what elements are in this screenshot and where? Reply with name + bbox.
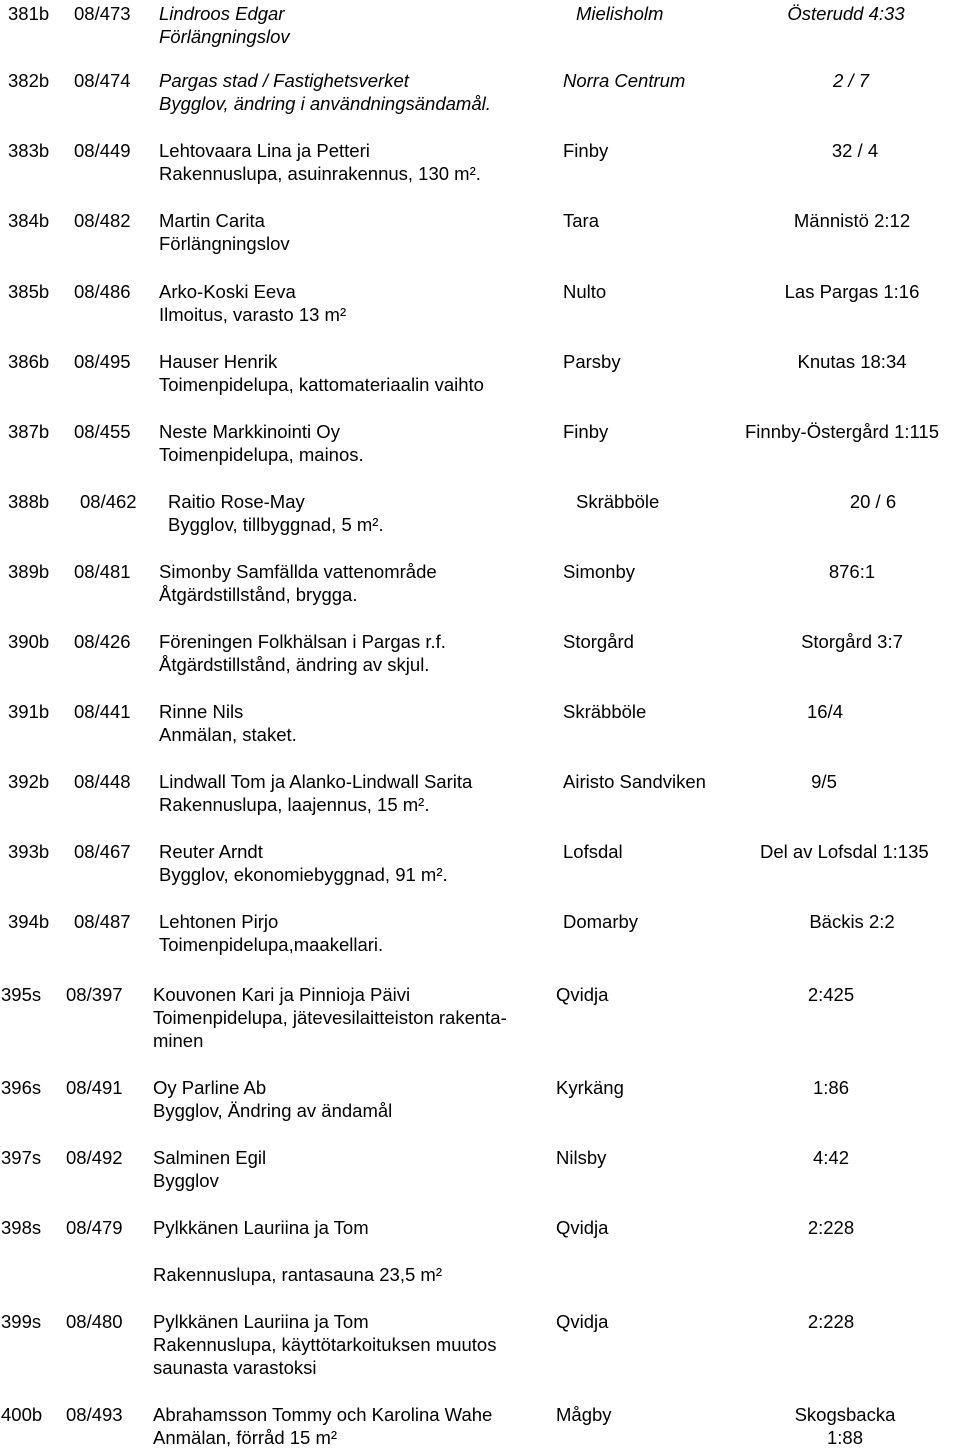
diary-number: 08/480 [66, 1311, 123, 1332]
property: 4:42 [812, 1147, 849, 1168]
diary-number: 08/493 [66, 1404, 123, 1425]
description: Förlängningslov [159, 26, 290, 47]
diary-number: 08/487 [74, 911, 131, 932]
entry-388b [0, 490, 960, 550]
entry-number: 391b [8, 701, 50, 722]
entry-number: 389b [8, 561, 50, 582]
applicant: Salminen Egil [153, 1147, 267, 1168]
property: 9/5 [811, 771, 837, 792]
entry-400b [0, 1403, 960, 1449]
village: Skräbböle [563, 701, 647, 722]
diary-number: 08/479 [66, 1217, 123, 1238]
property: 2:425 [807, 984, 855, 1005]
village: Kyrkäng [556, 1077, 624, 1098]
entry-385b [0, 280, 960, 340]
entry-number: 398s [1, 1217, 42, 1238]
entry-number: 392b [8, 771, 50, 792]
description: Förlängningslov [159, 233, 290, 254]
description: Bygglov, ekonomiebyggnad, 91 m². [159, 864, 448, 885]
description: Bygglov, ändring i användningsändamål. [159, 93, 491, 114]
village: Qvidja [556, 984, 609, 1005]
applicant: Föreningen Folkhälsan i Pargas r.f. [159, 631, 446, 652]
description: Toimenpidelupa, jätevesilaitteiston rakenta- [153, 1007, 507, 1028]
entry-number: 385b [8, 281, 50, 302]
village: Mågby [556, 1404, 612, 1425]
diary-number: 08/474 [74, 70, 131, 91]
entry-396s [0, 1076, 960, 1136]
entry-395s [0, 983, 960, 1063]
description: Toimenpidelupa, mainos. [159, 444, 364, 465]
entry-391b [0, 700, 960, 760]
diary-number: 08/482 [74, 210, 131, 231]
description: Bygglov, Ändring av ändamål [153, 1100, 393, 1121]
property: Männistö 2:12 [793, 210, 911, 231]
entry-389b [0, 560, 960, 620]
diary-number: 08/449 [74, 140, 131, 161]
entry-number: 393b [8, 841, 50, 862]
description-line-2: saunasta varastoksi [153, 1357, 317, 1378]
entry-number: 381b [8, 3, 50, 24]
village: Simonby [563, 561, 635, 582]
property: 20 / 6 [849, 491, 897, 512]
entry-number: 399s [1, 1311, 42, 1332]
entry-381b [0, 2, 960, 62]
entry-387b [0, 420, 960, 480]
description: Rakennuslupa, laajennus, 15 m². [159, 794, 430, 815]
property: 16/4 [806, 701, 843, 722]
diary-number: 08/492 [66, 1147, 123, 1168]
applicant: Pylkkänen Lauriina ja Tom [153, 1217, 369, 1238]
entry-390b [0, 630, 960, 690]
property: Finnby-Östergård 1:115 [745, 421, 940, 442]
applicant: Rinne Nils [159, 701, 244, 722]
applicant: Lindwall Tom ja Alanko-Lindwall Sarita [159, 771, 473, 792]
entry-number: 396s [1, 1077, 42, 1098]
property: 2:228 [807, 1217, 855, 1238]
diary-number: 08/462 [80, 491, 137, 512]
applicant: Kouvonen Kari ja Pinnioja Päivi [153, 984, 411, 1005]
description: Rakennuslupa, rantasauna 23,5 m² [153, 1264, 442, 1285]
diary-number: 08/448 [74, 771, 131, 792]
property: Österudd 4:33 [787, 3, 905, 24]
entry-394b [0, 910, 960, 970]
entry-number: 386b [8, 351, 50, 372]
entry-397s [0, 1146, 960, 1206]
entry-number: 384b [8, 210, 50, 231]
description: Rakennuslupa, asuinrakennus, 130 m². [159, 163, 481, 184]
entry-386b [0, 350, 960, 410]
applicant: Lehtovaara Lina ja Petteri [159, 140, 370, 161]
diary-number: 08/397 [66, 984, 123, 1005]
description: Rakennuslupa, käyttötarkoituksen muutos [153, 1334, 497, 1355]
applicant: Abrahamsson Tommy och Karolina Wahe [153, 1404, 493, 1425]
property: 32 / 4 [831, 140, 879, 161]
village: Norra Centrum [563, 70, 686, 91]
entry-392b [0, 770, 960, 830]
description: Anmälan, förråd 15 m² [153, 1427, 338, 1448]
village: Qvidja [556, 1311, 609, 1332]
applicant: Hauser Henrik [159, 351, 278, 372]
entry-number: 400b [1, 1404, 43, 1425]
applicant: Lindroos Edgar [159, 3, 285, 24]
diary-number: 08/467 [74, 841, 131, 862]
description-line-2: minen [153, 1030, 204, 1051]
property: Storgård 3:7 [801, 631, 903, 652]
property: Las Pargas 1:16 [784, 281, 920, 302]
applicant: Arko-Koski Eeva [159, 281, 296, 302]
entry-383b [0, 139, 960, 199]
description: Anmälan, staket. [159, 724, 297, 745]
diary-number: 08/495 [74, 351, 131, 372]
entry-number: 390b [8, 631, 50, 652]
village: Lofsdal [563, 841, 623, 862]
entry-393b [0, 840, 960, 900]
diary-number: 08/441 [74, 701, 131, 722]
village: Domarby [563, 911, 639, 932]
village: Airisto Sandviken [563, 771, 706, 792]
property: 876:1 [828, 561, 876, 582]
diary-number: 08/426 [74, 631, 131, 652]
description: Bygglov, tillbyggnad, 5 m². [168, 514, 384, 535]
diary-number: 08/473 [74, 3, 131, 24]
description: Toimenpidelupa,maakellari. [159, 934, 384, 955]
property: Knutas 18:34 [797, 351, 907, 372]
entry-number: 395s [1, 984, 42, 1005]
property: 1:86 [812, 1077, 849, 1098]
applicant: Pargas stad / Fastighetsverket [159, 70, 409, 91]
diary-number: 08/481 [74, 561, 131, 582]
entry-number: 388b [8, 491, 50, 512]
property: Skogsbacka [794, 1404, 896, 1425]
village: Finby [563, 421, 609, 442]
property: 2:228 [807, 1311, 855, 1332]
property-line-2: 1:88 [826, 1427, 863, 1448]
applicant: Reuter Arndt [159, 841, 263, 862]
description: Ilmoitus, varasto 13 m² [159, 304, 347, 325]
description: Bygglov [153, 1170, 219, 1191]
village: Nulto [563, 281, 607, 302]
description: Åtgärdstillstånd, ändring av skjul. [159, 654, 430, 675]
applicant: Lehtonen Pirjo [159, 911, 279, 932]
property: 2 / 7 [833, 70, 869, 91]
applicant: Pylkkänen Lauriina ja Tom [153, 1311, 369, 1332]
entry-399s [0, 1310, 960, 1390]
village: Tara [563, 210, 599, 231]
entry-number: 394b [8, 911, 50, 932]
village: Finby [563, 140, 609, 161]
applicant: Martin Carita [159, 210, 265, 231]
entry-384b [0, 209, 960, 269]
description: Toimenpidelupa, kattomateriaalin vaihto [159, 374, 484, 395]
diary-number: 08/455 [74, 421, 131, 442]
diary-number: 08/486 [74, 281, 131, 302]
entry-number: 387b [8, 421, 50, 442]
village: Storgård [563, 631, 634, 652]
village: Skräbböle [576, 491, 660, 512]
village: Nilsby [556, 1147, 607, 1168]
diary-number: 08/491 [66, 1077, 123, 1098]
entry-number: 397s [1, 1147, 42, 1168]
applicant: Simonby Samfällda vattenområde [159, 561, 437, 582]
entry-number: 382b [8, 70, 50, 91]
entry-398s [0, 1216, 960, 1296]
entry-382b [0, 69, 960, 129]
description: Åtgärdstillstånd, brygga. [159, 584, 358, 605]
applicant: Oy Parline Ab [153, 1077, 267, 1098]
applicant: Neste Markkinointi Oy [159, 421, 340, 442]
village: Mielisholm [576, 3, 664, 24]
village: Parsby [563, 351, 621, 372]
entry-number: 383b [8, 140, 50, 161]
property: Bäckis 2:2 [809, 911, 895, 932]
village: Qvidja [556, 1217, 609, 1238]
applicant: Raitio Rose-May [168, 491, 305, 512]
property: Del av Lofsdal 1:135 [760, 841, 929, 862]
